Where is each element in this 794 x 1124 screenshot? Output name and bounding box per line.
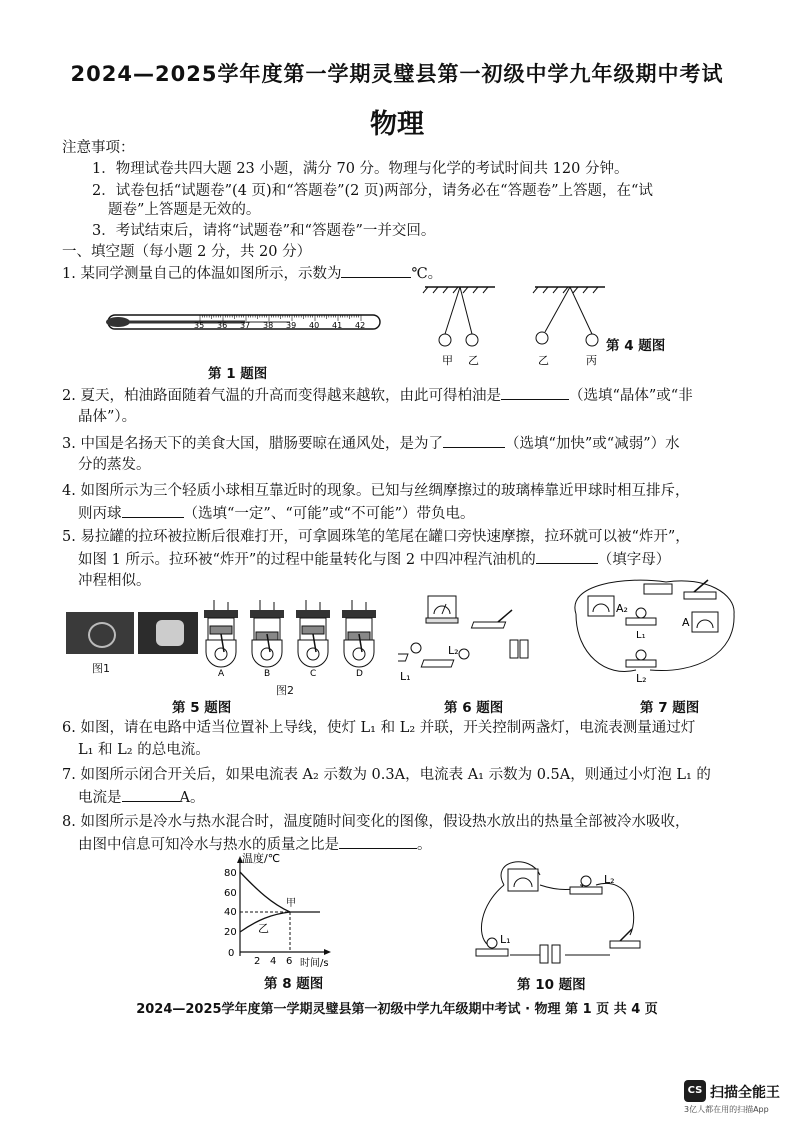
temperature-graph: [212, 852, 362, 970]
engine-stroke-diagram: [296, 600, 330, 667]
note-item-2: 2．试卷包括“试题卷”(4 页)和“答题卷”(2 页)两部分，请务必在“答题卷”上答题，在“试: [92, 183, 653, 199]
graph-ytick-80: 80: [224, 868, 237, 879]
q5-text-2: （填字母）: [597, 552, 671, 568]
q7-unit: A。: [179, 790, 205, 806]
ball-label-bing: 丙: [586, 354, 597, 367]
q6-cont: L₁ 和 L₂ 的总电流。: [78, 742, 210, 758]
graph-ytick-40: 40: [224, 907, 237, 918]
scanner-tagline: 3亿人都在用的扫描App: [684, 1105, 769, 1114]
fig7-a: A: [682, 616, 690, 629]
fig7-l2: L₂: [636, 672, 647, 685]
q7-cont: [78, 786, 204, 809]
exam-title: 2024—2025学年度第一学期灵璧县第一初级中学九年级期中考试: [70, 62, 724, 86]
thermo-tick-label: 35: [194, 321, 205, 330]
q5-cont: [78, 548, 670, 571]
page-footer: 2024—2025学年度第一学期灵璧县第一初级中学九年级期中考试 · 物理 第 1 页 共 4 页: [136, 1002, 658, 1017]
graph-ytick-20: 20: [224, 927, 237, 938]
fig6-caption: 第 6 题图: [444, 700, 504, 716]
q8-text: 由图中信息可知冷水与热水的质量之比是: [78, 837, 339, 853]
engine-label: A: [218, 669, 225, 678]
ball-label-yi: 乙: [468, 354, 479, 367]
question-3: [62, 432, 680, 455]
fig7-a2: A₂: [616, 602, 628, 615]
question-5: 5. 易拉罐的拉环被拉断后很难打开，可拿圆珠笔的笔尾在罐口旁快速摩擦，拉环就可以被“炸开”，: [62, 529, 690, 545]
graph-xlabel: 时间/s: [300, 958, 329, 969]
notes-heading: 注意事项：: [62, 140, 135, 156]
q1-unit: ℃。: [411, 266, 443, 282]
q2-text: 2. 夏天，柏油路面随着气温的升高而变得越来越软，由此可得柏油是: [62, 388, 501, 404]
q5-text: 如图 1 所示。拉环被“炸开”的过程中能量转化与图 2 中四冲程汽油机的: [78, 552, 536, 568]
ball-label-yi-2: 乙: [538, 354, 549, 367]
q3-text-2: （选填“加快”或“减弱”）水: [504, 436, 680, 452]
engine-strokes-figure: [198, 596, 388, 678]
section-heading: 一、填空题（每小题 2 分，共 20 分）: [62, 244, 312, 260]
q5-blank[interactable]: [536, 548, 598, 564]
engine-label: B: [264, 669, 271, 678]
thermo-tick-label: 41: [332, 321, 343, 330]
fig8-caption: 第 8 题图: [264, 976, 324, 992]
circuit-figure-6: [398, 588, 548, 693]
graph-ytick-0: 0: [228, 948, 235, 959]
engine-stroke-diagram: [342, 600, 376, 667]
can-photo-1: [66, 612, 134, 654]
thermo-tick-label: 37: [240, 321, 251, 330]
fig6-l2: L₂: [448, 644, 459, 657]
can-photo-2: [138, 612, 198, 654]
fig5-sub1: 图1: [92, 662, 110, 675]
subject-title: 物理: [370, 109, 424, 140]
engine-stroke-diagram: [250, 600, 284, 667]
fig10-l1: L₁: [500, 933, 511, 946]
q2-cont: 晶体”）。: [78, 409, 137, 425]
scanner-logo-icon: CS: [684, 1080, 706, 1102]
circuit-figure-10: [470, 855, 650, 973]
graph-ylabel: 温度/℃: [242, 852, 281, 865]
q4-text: 则丙球: [78, 506, 122, 522]
fig10-l2: L₂: [604, 873, 615, 886]
fig1-caption: 第 1 题图: [208, 366, 268, 382]
q7-text: 电流是: [78, 790, 122, 806]
graph-ytick-60: 60: [224, 888, 237, 899]
q8-end: 。: [417, 837, 432, 853]
fig10-caption: 第 10 题图: [517, 977, 586, 993]
q3-text: 3. 中国是名扬天下的美食大国，腊肠要晾在通风处，是为了: [62, 436, 443, 452]
q5-cont-2: 冲程相似。: [78, 573, 151, 589]
graph-cold-label: 乙: [258, 922, 269, 935]
question-6: 6. 如图，请在电路中适当位置补上导线，使灯 L₁ 和 L₂ 并联，开关控制两盏灯，电流表测量通过灯: [62, 720, 696, 736]
q3-blank[interactable]: [443, 432, 505, 448]
graph-xtick-6: 6: [286, 956, 293, 967]
thermo-tick-label: 39: [286, 321, 297, 330]
fig7-caption: 第 7 题图: [640, 700, 700, 716]
fig5-caption: 第 5 题图: [172, 700, 232, 716]
question-8: 8. 如图所示是冷水与热水混合时，温度随时间变化的图像，假设热水放出的热量全部被冷水吸收，: [62, 814, 690, 830]
question-2: [62, 384, 693, 407]
question-7: 7. 如图所示闭合开关后，如果电流表 A₂ 示数为 0.3A，电流表 A₁ 示数为 0.5A，则通过小灯泡 L₁ 的: [62, 767, 711, 783]
q4-blank[interactable]: [122, 502, 184, 518]
thermometer-figure: [100, 305, 390, 337]
q1-text: 1. 某同学测量自己的体温如图所示，示数为: [62, 266, 342, 282]
question-1: [62, 262, 442, 285]
q2-blank[interactable]: [501, 384, 569, 400]
thermo-tick-label: 42: [355, 321, 366, 330]
note-item-1: 1．物理试卷共四大题 23 小题，满分 70 分。物理与化学的考试时间共 120 分钟。: [92, 161, 629, 177]
thermo-tick-label: 36: [217, 321, 228, 330]
engine-stroke-diagram: [204, 600, 238, 667]
q4-text-2: （选填“一定”、“可能”或“不可能”）带负电。: [183, 506, 475, 522]
engine-label: C: [310, 669, 317, 678]
question-4: 4. 如图所示为三个轻质小球相互靠近时的现象。已知与丝绸摩擦过的玻璃棒靠近甲球时相互排斥，: [62, 483, 690, 499]
q7-blank[interactable]: [122, 786, 180, 802]
q4-cont: [78, 502, 474, 525]
engine-label: D: [356, 669, 363, 678]
graph-xtick-2: 2: [254, 956, 261, 967]
q1-blank[interactable]: [341, 262, 411, 278]
note-item-3: 3．考试结束后，请将“试题卷”和“答题卷”一并交回。: [92, 223, 436, 239]
ball-label-jia: 甲: [442, 354, 453, 367]
balls-figure: [420, 282, 620, 372]
fig6-l1: L₁: [400, 670, 411, 683]
note-item-2-cont: 题卷”上答题是无效的。: [108, 202, 261, 218]
q3-cont: 分的蒸发。: [78, 457, 151, 473]
thermo-tick-label: 38: [263, 321, 274, 330]
fig5-sub2: 图2: [276, 684, 294, 697]
scanner-brand: 扫描全能王: [710, 1085, 780, 1101]
graph-hot-label: 甲: [286, 898, 296, 909]
q2-text-2: （选填“晶体”或“非: [568, 388, 693, 404]
fig4-caption: 第 4 题图: [606, 338, 666, 354]
graph-xtick-4: 4: [270, 956, 277, 967]
fig7-l1: L₁: [636, 630, 646, 641]
circuit-figure-7: [566, 574, 741, 686]
q8-blank[interactable]: [339, 833, 417, 849]
thermo-tick-label: 40: [309, 321, 320, 330]
